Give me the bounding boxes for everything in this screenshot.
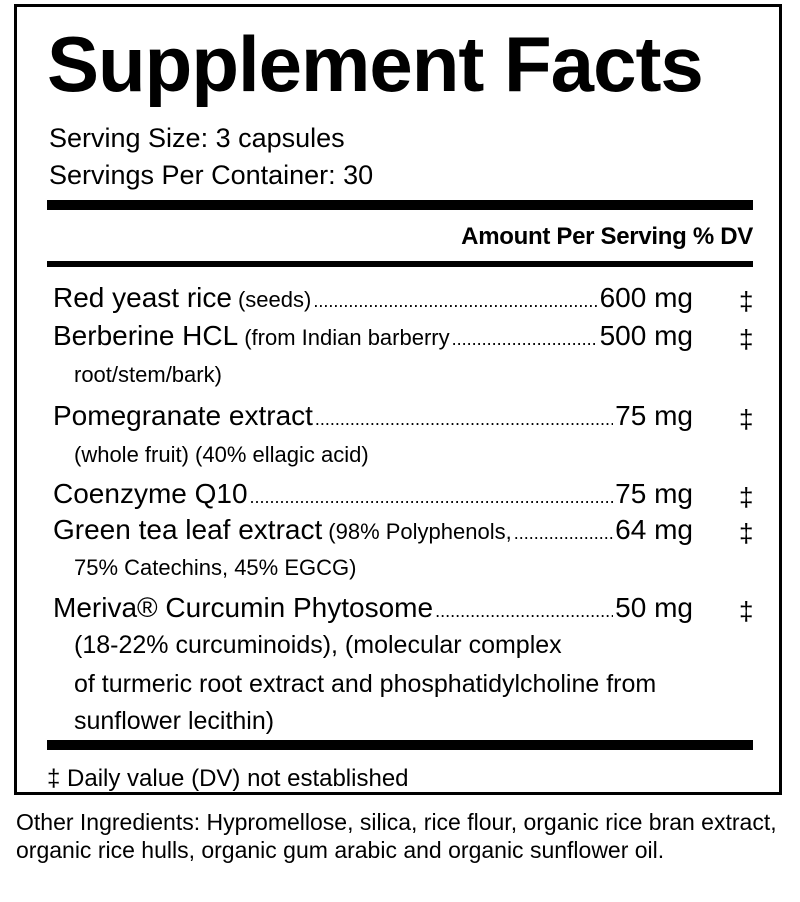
serving-size: Serving Size: 3 capsules — [49, 123, 345, 153]
ingredient-row — [53, 480, 693, 508]
supplement-facts-panel — [14, 4, 782, 795]
dv-dagger: ‡ — [739, 286, 754, 316]
ingredient-amount: 600 mg — [599, 282, 693, 313]
ingredient-note: (from Indian barberry — [244, 325, 450, 350]
ingredient-name: Meriva® Curcumin Phytosome — [53, 592, 434, 623]
ingredient-detail: (18-22% curcuminoids), (molecular complex — [74, 631, 562, 659]
ingredient-detail: root/stem/bark) — [74, 362, 222, 387]
dv-dagger: ‡ — [739, 596, 754, 626]
dv-dagger: ‡ — [739, 404, 754, 434]
ingredient-note: (seeds) — [237, 287, 312, 312]
ingredient-name: Coenzyme Q10 — [53, 478, 248, 509]
ingredient-name: Green tea leaf extract — [53, 514, 323, 545]
dv-dagger: ‡ — [739, 518, 754, 548]
amount-per-serving-header: Amount Per Serving % DV — [461, 223, 753, 250]
ingredient-row — [53, 402, 693, 430]
ingredient-amount: 500 mg — [599, 320, 693, 351]
thick-divider-top — [47, 200, 753, 210]
leader-dots — [452, 330, 598, 348]
thick-divider-bottom — [47, 740, 753, 750]
ingredient-detail: of turmeric root extract and phosphatidylcholine from — [74, 670, 657, 698]
ingredient-amount: 75 mg — [615, 400, 693, 431]
ingredient-name: Pomegranate extract — [53, 400, 313, 431]
ingredient-detail: 75% Catechins, 45% EGCG) — [74, 555, 357, 580]
dv-dagger: ‡ — [739, 482, 754, 512]
other-ingredients: Other Ingredients: Hypromellose, silica, rice flour, organic rice bran extract, organic rice hulls, organic gum arabic and organic sunflower oil. — [16, 809, 777, 863]
ingredient-detail: sunflower lecithin) — [74, 707, 275, 735]
ingredient-amount: 64 mg — [615, 514, 693, 545]
divider-under-header — [47, 261, 753, 267]
dv-footnote: ‡ Daily value (DV) not established — [47, 765, 409, 792]
panel-title: Supplement Facts — [47, 20, 703, 108]
ingredient-amount: 50 mg — [615, 592, 693, 623]
ingredient-row — [53, 516, 693, 544]
dv-dagger: ‡ — [739, 324, 754, 354]
servings-per-container: Servings Per Container: 30 — [49, 160, 374, 190]
leader-dots — [435, 602, 613, 620]
leader-dots — [250, 488, 614, 506]
ingredient-detail: (whole fruit) (40% ellagic acid) — [74, 442, 369, 467]
leader-dots — [514, 524, 613, 542]
ingredient-note: (98% Polyphenols, — [328, 519, 512, 544]
ingredient-name: Red yeast rice — [53, 282, 232, 313]
leader-dots — [315, 410, 613, 428]
ingredient-row — [53, 322, 693, 350]
ingredient-name: Berberine HCL — [53, 320, 239, 351]
ingredient-amount: 75 mg — [615, 478, 693, 509]
leader-dots — [313, 292, 597, 310]
ingredient-row — [53, 284, 693, 312]
ingredient-row — [53, 594, 693, 622]
